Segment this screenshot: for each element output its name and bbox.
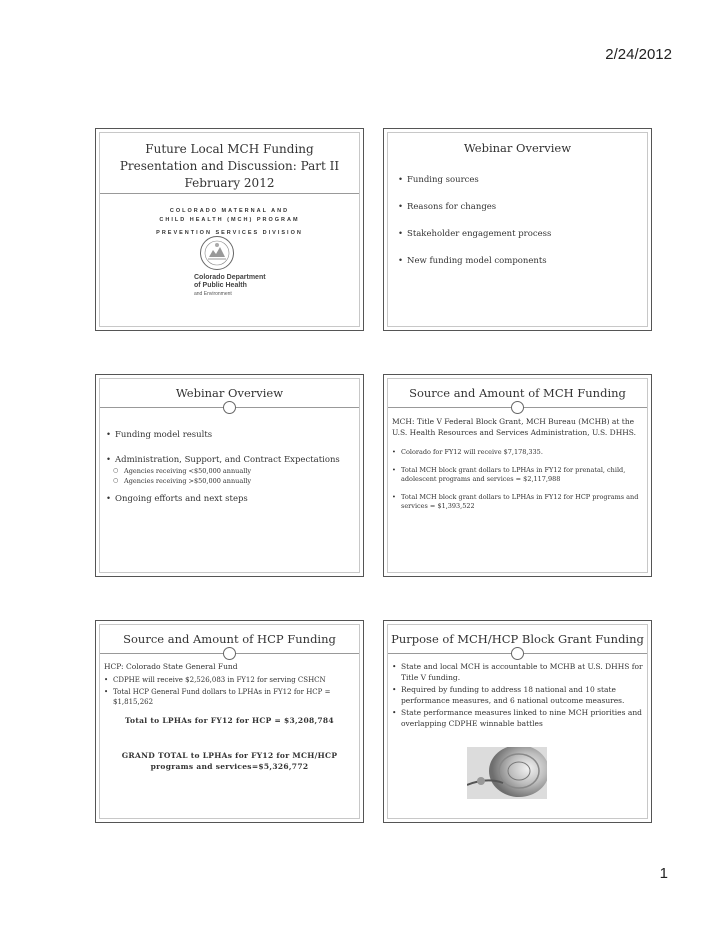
- slide-2-bullet-4: • New funding model components: [398, 256, 641, 267]
- slide-5-title: Source and Amount of HCP Funding: [123, 632, 336, 646]
- slide-4-body: [392, 417, 643, 511]
- slide-6-title: Purpose of MCH/HCP Block Grant Funding: [391, 632, 644, 646]
- slide-3-title: Webinar Overview: [175, 386, 284, 400]
- slide-2-bullet-3: • Stakeholder engagement process: [398, 229, 641, 240]
- slide-4-divider-knob: [511, 401, 524, 414]
- slide-4: [383, 374, 652, 577]
- logo-line-1: Colorado Department: [194, 274, 266, 281]
- slide-5-bullet-2: • Total HCP General Fund dollars to LPHAs in FY12 for HCP = $1,815,262: [104, 687, 355, 707]
- slide-6-divider-knob: [511, 647, 524, 660]
- slide-6: [383, 620, 652, 823]
- slide-1: [95, 128, 364, 331]
- state-seal-logo: [199, 235, 235, 271]
- slide-3: [95, 374, 364, 577]
- header-date: 2/24/2012: [605, 46, 672, 63]
- slide-6-bullet-3: • State performance measures linked to nine MCH priorities and overlapping CDPHE winnable battles: [392, 708, 643, 729]
- slide-5: [95, 620, 364, 823]
- cdphe-logo-text: [194, 274, 266, 298]
- slide-2-title: Webinar Overview: [463, 141, 572, 155]
- slide-5-intro: HCP: Colorado State General Fund: [104, 662, 238, 671]
- org-line-1: COLORADO MATERNAL AND: [169, 208, 290, 214]
- slide-3-divider-knob: [223, 401, 236, 414]
- slide-3-sub-1: ○ Agencies receiving <$50,000 annually: [106, 466, 353, 476]
- slide-1-title-line-2: Presentation and Discussion: Part II: [119, 159, 340, 173]
- slide-1-org: [96, 207, 363, 238]
- slide-1-title: [96, 141, 363, 192]
- slide-4-intro: MCH: Title V Federal Block Grant, MCH Bureau (MCHB) at the U.S. Health Resources and Services Administration, U.S. DHHS.: [392, 417, 637, 437]
- slide-4-title: Source and Amount of MCH Funding: [409, 386, 626, 400]
- slide-6-bullet-2: • Required by funding to address 18 national and 10 state performance measures, and 6 national outcome measures.: [392, 685, 643, 706]
- slide-1-title-line-3: February 2012: [184, 176, 275, 190]
- slide-2-bullet-1: • Funding sources: [398, 175, 641, 186]
- slide-3-bullet-2: • Administration, Support, and Contract Expectations: [106, 455, 353, 466]
- slide-3-bullet-3: • Ongoing efforts and next steps: [106, 494, 353, 505]
- slide-4-bullet-1: • Colorado for FY12 will receive $7,178,335.: [392, 448, 643, 457]
- slide-1-title-line-1: Future Local MCH Funding: [145, 142, 314, 156]
- org-line-3: PREVENTION SERVICES DIVISION: [156, 230, 303, 236]
- slide-2: [383, 128, 652, 331]
- slide-4-bullet-2: • Total MCH block grant dollars to LPHAs in FY12 for prenatal, child, adolescent programs and services = $2,117,988: [392, 466, 643, 484]
- slide-5-bullet-1: • CDPHE will receive $2,526,083 in FY12 for serving CSHCN: [104, 675, 355, 685]
- page-number: 1: [659, 865, 668, 882]
- slide-6-bullet-1: • State and local MCH is accountable to MCHB at U.S. DHHS for Title V funding.: [392, 662, 643, 683]
- slide-5-total: Total to LPHAs for FY12 for HCP = $3,208,784: [125, 715, 334, 725]
- slide-1-divider: [100, 193, 359, 194]
- coins-stethoscope-photo: [467, 747, 547, 799]
- slide-5-divider-knob: [223, 647, 236, 660]
- org-line-2: CHILD HEALTH (MCH) PROGRAM: [159, 217, 300, 223]
- slide-3-bullet-1: • Funding model results: [106, 430, 353, 441]
- slide-4-bullet-3: • Total MCH block grant dollars to LPHAs in FY12 for HCP programs and services = $1,393,522: [392, 493, 643, 511]
- slide-2-body: [398, 175, 641, 267]
- slide-6-body: [392, 662, 643, 729]
- slide-3-sub-2: ○ Agencies receiving >$50,000 annually: [106, 476, 353, 486]
- slide-3-body: [106, 430, 353, 505]
- slide-2-bullet-2: • Reasons for changes: [398, 202, 641, 213]
- slide-5-grand-total: GRAND TOTAL to LPHAs for FY12 for MCH/HCP programs and services=$5,326,772: [121, 750, 338, 771]
- slide-5-body: [104, 662, 355, 772]
- logo-line-3: and Environment: [194, 291, 232, 297]
- logo-line-2: of Public Health: [194, 282, 247, 289]
